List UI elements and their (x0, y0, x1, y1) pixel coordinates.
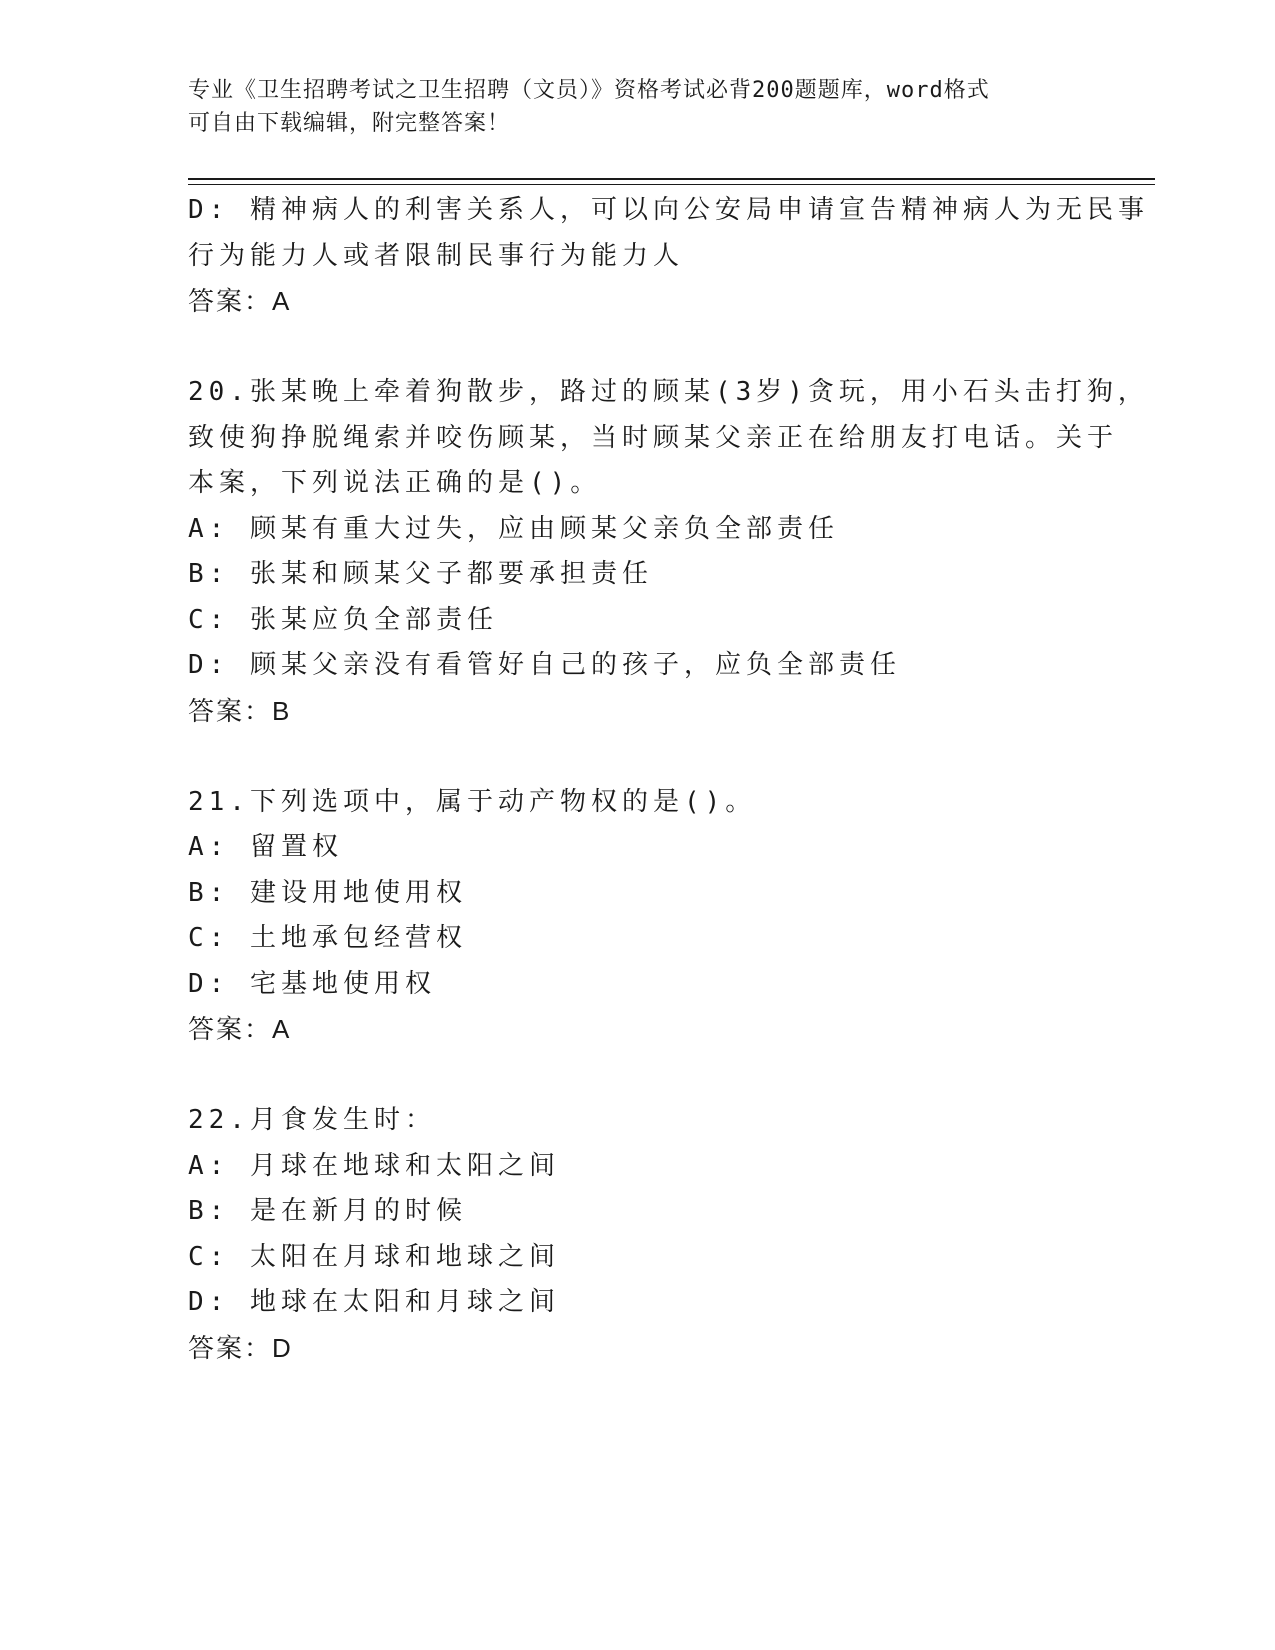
option-a: A: 月球在地球和太阳之间 (188, 1150, 560, 1181)
question-stem: 致使狗挣脱绳索并咬伤顾某，当时顾某父亲正在给朋友打电话。关于 (188, 422, 1119, 453)
spacer (188, 734, 1188, 780)
question-22 (188, 1098, 1188, 1371)
option-a: A: 顾某有重大过失，应由顾某父亲负全部责任 (188, 513, 839, 544)
option-b: B: 建设用地使用权 (188, 877, 467, 908)
option-c: C: 张某应负全部责任 (188, 604, 498, 635)
question-19-continuation (188, 188, 1188, 325)
header-divider (188, 178, 1155, 185)
option-d: D: 精神病人的利害关系人，可以向公安局申请宣告精神病人为无民事 (188, 195, 1149, 225)
option-a: A: 留置权 (188, 832, 343, 862)
option-b: B: 张某和顾某父子都要承担责任 (188, 559, 653, 589)
option-d: D: 顾某父亲没有看管好自己的孩子，应负全部责任 (188, 650, 901, 680)
spacer (188, 1053, 1188, 1099)
answer-line: 答案：B (188, 695, 292, 726)
question-stem: 21.下列选项中，属于动产物权的是()。 (188, 786, 757, 817)
header-title-line-1: 专业《卫生招聘考试之卫生招聘（文员）》资格考试必背200题题库，word格式 (188, 78, 990, 103)
question-21 (188, 780, 1188, 1053)
question-20 (188, 370, 1188, 734)
option-c: C: 土地承包经营权 (188, 923, 467, 953)
question-stem: 本案，下列说法正确的是()。 (188, 468, 602, 498)
header-title-line-2: 可自由下载编辑，附完整答案！ (188, 111, 511, 136)
answer-line: 答案：A (188, 1014, 292, 1044)
option-c: C: 太阳在月球和地球之间 (188, 1241, 560, 1272)
option-b: B: 是在新月的时候 (188, 1196, 467, 1226)
answer-line: 答案：A (188, 286, 292, 316)
option-d: D: 地球在太阳和月球之间 (188, 1287, 560, 1317)
spacer (188, 325, 1188, 371)
question-stem: 22.月食发生时： (188, 1105, 436, 1135)
option-d: D: 宅基地使用权 (188, 968, 436, 999)
question-list (188, 188, 1188, 1371)
question-stem: 20.张某晚上牵着狗散步，路过的顾某(3岁)贪玩，用小石头击打狗， (188, 377, 1149, 407)
document-header (188, 74, 1088, 140)
answer-line: 答案：D (188, 1332, 293, 1363)
option-d-continued: 行为能力人或者限制民事行为能力人 (188, 240, 685, 271)
